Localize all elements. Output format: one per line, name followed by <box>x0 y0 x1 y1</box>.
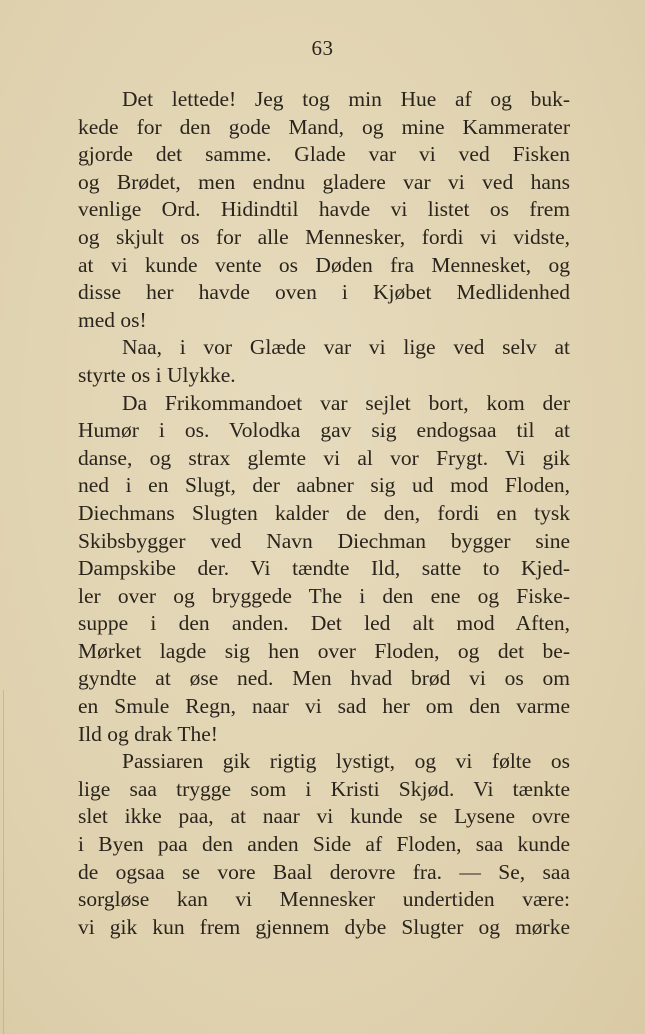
text-line: danse, og strax glemte vi al vor Frygt. Vi gik <box>78 445 570 470</box>
text-line: kede for den gode Mand, og mine Kammerater <box>78 114 570 139</box>
text-line: lige saa trygge som i Kristi Skjød. Vi tænkte <box>78 776 570 801</box>
text-line: disse her havde oven i Kjøbet Medlidenhed <box>78 280 570 305</box>
text-line: og skjult os for alle Mennesker, fordi vi vidste, <box>78 224 570 249</box>
text-line: Passiaren gik rigtig lystigt, og vi følte os <box>122 749 570 774</box>
text-line: at vi kunde vente os Døden fra Mennesket, og <box>78 252 570 277</box>
text-line: Ild og drak The! <box>78 721 218 746</box>
text-line: Da Frikommandoet var sejlet bort, kom der <box>122 390 570 415</box>
text-line: suppe i den anden. Det led alt mod Aften, <box>78 611 570 636</box>
text-line: Dampskibe der. Vi tændte Ild, satte to Kjed- <box>78 556 570 581</box>
text-line: Naa, i vor Glæde var vi lige ved selv at <box>122 335 570 360</box>
text-line: Diechmans Slugten kalder de den, fordi en tysk <box>78 500 570 525</box>
text-line: Skibsbygger ved Navn Diechman bygger sine <box>78 528 570 553</box>
text-line: slet ikke paa, at naar vi kunde se Lysene ovre <box>78 804 570 829</box>
text-line: sorgløse kan vi Mennesker undertiden være: <box>78 887 570 912</box>
text-line: ler over og bryggede The i den ene og Fiske- <box>78 583 570 608</box>
text-line: Det lettede! Jeg tog min Hue af og buk- <box>122 87 570 111</box>
text-line: ned i en Slugt, der aabner sig ud mod Floden, <box>78 473 570 498</box>
page-edge-shadow <box>3 690 4 1034</box>
text-line: de ogsaa se vore Baal derovre fra. — Se, saa <box>78 859 570 884</box>
text-line: Humør i os. Volodka gav sig endogsaa til at <box>78 418 570 443</box>
text-line: og Brødet, men endnu gladere var vi ved hans <box>78 169 570 194</box>
text-line: vi gik kun frem gjennem dybe Slugter og mørke <box>78 914 570 939</box>
page-number: 63 <box>311 36 334 60</box>
text-line: gjorde det samme. Glade var vi ved Fisken <box>78 142 570 167</box>
text-line: Mørket lagde sig hen over Floden, og det be- <box>78 638 570 663</box>
body-text <box>78 86 570 941</box>
text-line: gyndte at øse ned. Men hvad brød vi os om <box>78 666 570 691</box>
text-line: styrte os i Ulykke. <box>78 362 236 387</box>
text-line: i Byen paa den anden Side af Floden, saa kunde <box>78 832 570 857</box>
text-line: venlige Ord. Hidindtil havde vi listet os frem <box>78 197 570 222</box>
text-line: en Smule Regn, naar vi sad her om den varme <box>78 694 570 719</box>
text-line: med os! <box>78 307 147 332</box>
